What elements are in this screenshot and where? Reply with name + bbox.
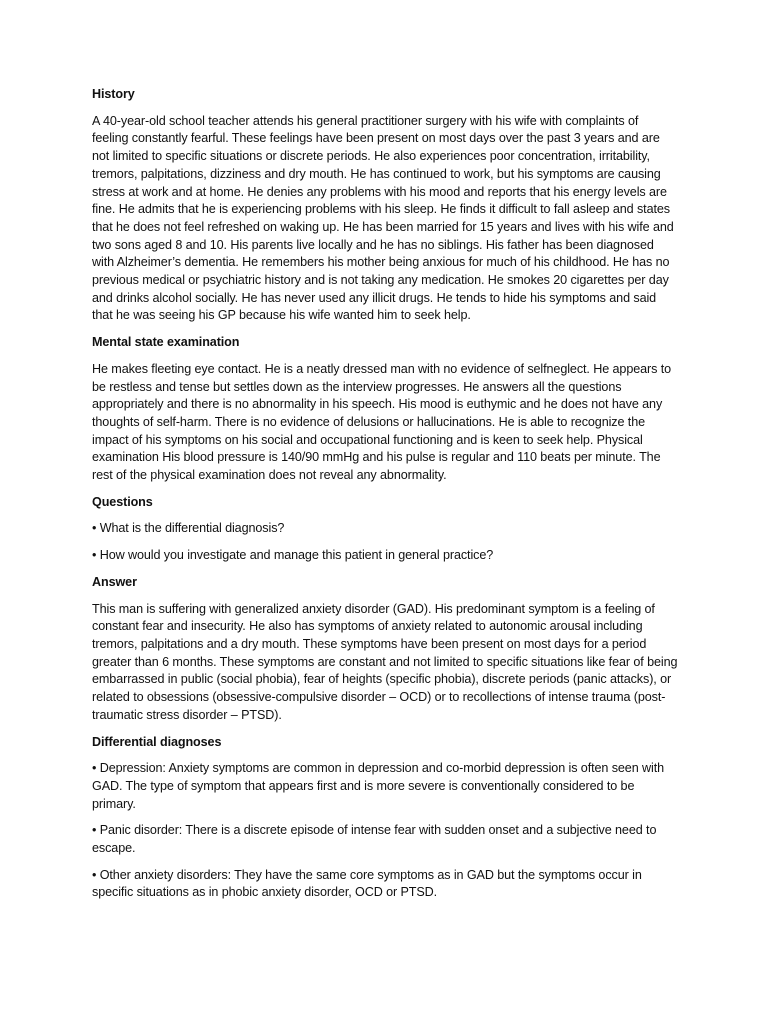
mental-state-paragraph: He makes fleeting eye contact. He is a neatly dressed man with no evidence of selfneglect. He appears to be restless and tense but settles down as the interview progresses. He answers all the questions appropriately and there is no abnormality in his speech. His mood is euthymic and he does not have any thoughts of self-harm. There is no evidence of delusions or hallucinations. He is able to recognize the impact of his symptoms on his social and occupational functioning and is keen to seek help. Physical examination His blood pressure is 140/90 mmHg and his pulse is regular and 110 beats per minute. The rest of the physical examination does not reveal any abnormality. <box>92 361 672 483</box>
differential-item-panic-disorder: • Panic disorder: There is a discrete episode of intense fear with sudden onset and a subjective need to escape. <box>92 823 657 856</box>
heading-answer: Answer <box>92 574 137 589</box>
heading-differential-diagnoses: Differential diagnoses <box>92 734 222 749</box>
document-page <box>92 86 678 911</box>
history-paragraph: A 40-year-old school teacher attends his general practitioner surgery with his wife with complaints of feeling constantly fearful. These feelings have been present on most days over the past 3 years and are not limited to specific situations or discrete periods. He also experiences poor concentration, irritability, tremors, palpitations, dizziness and dry mouth. He has continued to work, but his symptoms are causing stress at work and at home. He denies any problems with his mood and reports that his energy levels are fine. He admits that he is experiencing problems with his sleep. He finds it difficult to fall asleep and states that he does not feel refreshed on waking up. He has been married for 15 years and lives with his wife and two sons aged 8 and 10. His parents live locally and he has no siblings. His father has been diagnosed with Alzheimer’s dementia. He remembers his mother being anxious for much of his childhood. He has no previous medical or psychiatric history and is not taking any medication. He smokes 20 cigarettes per day and drinks alcohol socially. He has never used any illicit drugs. He tends to hide his symptoms and said that he was seeing his GP because his wife wanted him to seek help. <box>92 113 674 323</box>
question-item: • How would you investigate and manage this patient in general practice? <box>92 548 494 563</box>
heading-mental-state-examination: Mental state examination <box>92 335 240 350</box>
answer-paragraph: This man is suffering with generalized anxiety disorder (GAD). His predominant symptom is a feeling of constant fear and insecurity. He also has symptoms of anxiety related to autonomic arousal including tremors, palpitations and a dry mouth. These symptoms have been present on most days for a period greater than 6 months. These symptoms are constant and not limited to specific situations like fear of being embarrassed in public (social phobia), fear of heights (specific phobia), discrete periods (panic attacks), or related to obsessions (obsessive-compulsive disorder – OCD) or to recollections of intense trauma (post-traumatic stress disorder – PTSD). <box>92 601 678 722</box>
heading-questions: Questions <box>92 494 153 509</box>
heading-history: History <box>92 87 135 101</box>
differential-item-other-anxiety: • Other anxiety disorders: They have the same core symptoms as in GAD but the symptoms occur in specific situations as in phobic anxiety disorder, OCD or PTSD. <box>92 867 642 900</box>
differential-item-depression: • Depression: Anxiety symptoms are common in depression and co-morbid depression is often seen with GAD. The type of symptom that appears first and is more severe is conventionally considered to be primary. <box>92 761 665 811</box>
question-item: • What is the differential diagnosis? <box>92 521 285 536</box>
